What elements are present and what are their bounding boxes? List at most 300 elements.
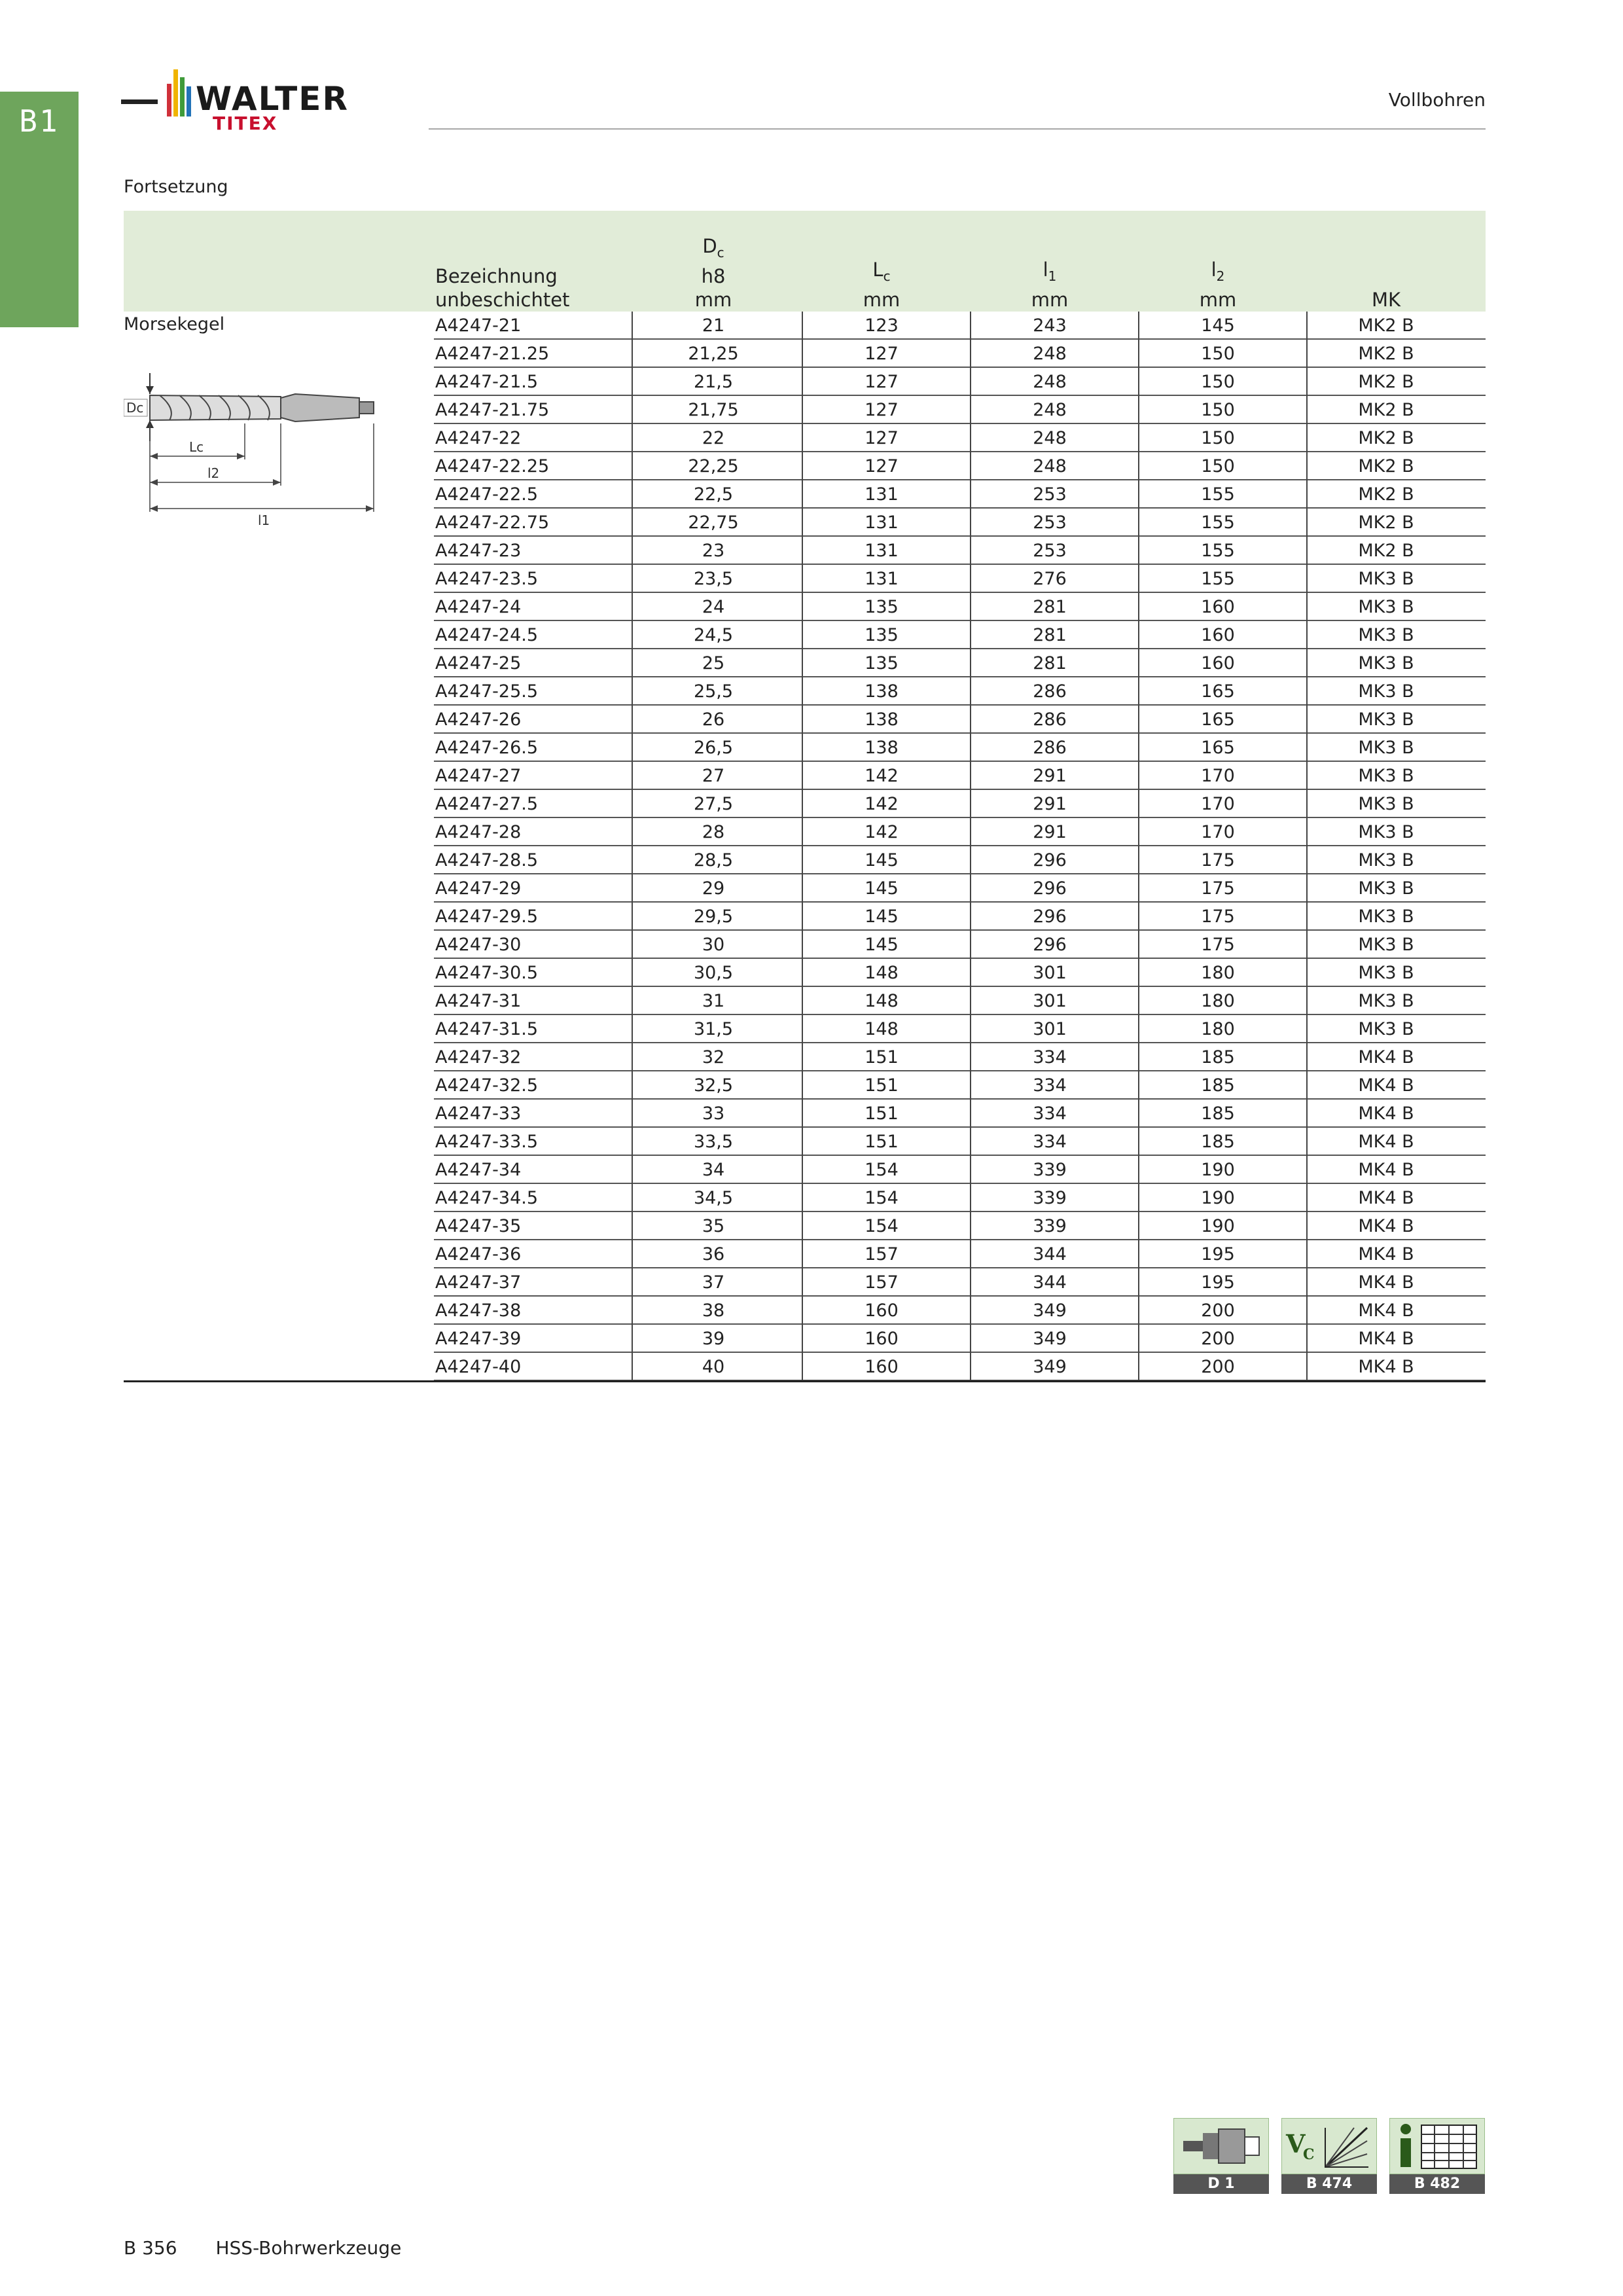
cell-l1: 248 (1033, 428, 1067, 448)
cell-l2: 200 (1201, 1357, 1235, 1377)
cell-lc: 151 (865, 1047, 899, 1067)
cell-mk: MK2 B (1358, 372, 1414, 392)
cell-dc: 31 (702, 991, 725, 1011)
cell-designation: A4247-37 (435, 1272, 522, 1293)
cell-lc: 148 (865, 963, 899, 983)
cell-l2: 150 (1201, 372, 1235, 392)
svg-text:TITEX: TITEX (213, 113, 278, 134)
cell-l2: 170 (1201, 794, 1235, 814)
cell-designation: A4247-40 (435, 1357, 522, 1377)
cell-l2: 150 (1201, 428, 1235, 448)
header-dc-tolerance: h8 (701, 265, 726, 287)
cell-dc: 21,5 (693, 372, 734, 392)
cell-designation: A4247-25 (435, 653, 522, 673)
cell-lc: 148 (865, 1019, 899, 1039)
cell-l2: 175 (1201, 878, 1235, 899)
cell-mk: MK4 B (1358, 1047, 1414, 1067)
cell-l2: 160 (1201, 653, 1235, 673)
table-row (124, 396, 1486, 424)
cell-lc: 131 (865, 569, 899, 589)
cell-lc: 142 (865, 794, 899, 814)
cell-designation: A4247-28.5 (435, 850, 539, 870)
cell-l1: 334 (1033, 1075, 1067, 1096)
cell-designation: A4247-29 (435, 878, 522, 899)
cell-l1: 339 (1033, 1188, 1067, 1208)
cell-lc: 138 (865, 709, 899, 730)
header-l1-symbol: $l_1$ (1043, 259, 1057, 284)
cell-dc: 32 (702, 1047, 725, 1067)
cell-lc: 157 (865, 1244, 899, 1265)
cell-designation: A4247-25.5 (435, 681, 539, 702)
cell-mk: MK3 B (1358, 597, 1414, 617)
table-row (124, 931, 1486, 959)
table-row (124, 340, 1486, 368)
chapter-name: HSS-Bohrwerkzeuge (215, 2237, 402, 2259)
cell-l1: 296 (1033, 850, 1067, 870)
cell-mk: MK3 B (1358, 850, 1414, 870)
cell-designation: A4247-21.25 (435, 344, 550, 364)
cell-lc: 127 (865, 428, 899, 448)
header-designation-line2: unbeschichtet (435, 289, 570, 311)
cell-l1: 248 (1033, 456, 1067, 476)
cell-designation: A4247-32 (435, 1047, 522, 1067)
header-mk-label: MK (1371, 289, 1401, 311)
cell-dc: 33,5 (693, 1132, 734, 1152)
adapter-ref[interactable]: D 1 (1173, 2174, 1269, 2194)
cell-lc: 160 (865, 1329, 899, 1349)
cell-designation: A4247-23.5 (435, 569, 539, 589)
header-l1 (974, 258, 1125, 312)
cell-lc: 148 (865, 991, 899, 1011)
cell-dc: 22,75 (688, 512, 739, 533)
cell-designation: A4247-21.75 (435, 400, 550, 420)
cell-l2: 200 (1201, 1300, 1235, 1321)
cell-dc: 22,5 (693, 484, 734, 505)
cell-lc: 127 (865, 372, 899, 392)
cell-lc: 154 (865, 1160, 899, 1180)
table-header (124, 211, 1486, 312)
cell-designation: A4247-32.5 (435, 1075, 539, 1096)
cell-l1: 248 (1033, 344, 1067, 364)
svg-text:C: C (1303, 2146, 1315, 2163)
cell-designation: A4247-28 (435, 822, 522, 842)
table-row (124, 368, 1486, 396)
column-divider (970, 312, 971, 1381)
cell-l1: 286 (1033, 681, 1067, 702)
cell-designation: A4247-30 (435, 935, 522, 955)
table-row (124, 874, 1486, 903)
cell-designation: A4247-26 (435, 709, 522, 730)
cell-lc: 138 (865, 681, 899, 702)
cell-mk: MK2 B (1358, 456, 1414, 476)
cutting-speed-icon[interactable] (1281, 2118, 1377, 2174)
cell-dc: 31,5 (693, 1019, 734, 1039)
table-row (124, 818, 1486, 846)
cell-dc: 36 (702, 1244, 725, 1265)
cell-dc: 25 (702, 653, 725, 673)
cell-dc: 28 (702, 822, 725, 842)
table-row (124, 537, 1486, 565)
column-divider (1138, 312, 1139, 1381)
cell-l2: 200 (1201, 1329, 1235, 1349)
cell-dc: 27,5 (693, 794, 734, 814)
cell-mk: MK3 B (1358, 709, 1414, 730)
column-divider (632, 312, 633, 1381)
cell-designation: A4247-21.5 (435, 372, 539, 392)
chapter-tab (0, 92, 79, 327)
table-row (124, 1156, 1486, 1184)
table-row (124, 1015, 1486, 1043)
cell-l2: 165 (1201, 738, 1235, 758)
cell-designation: A4247-36 (435, 1244, 522, 1265)
table-row (124, 1043, 1486, 1071)
cell-l2: 145 (1201, 315, 1235, 336)
diagram-l1-label: l1 (258, 512, 270, 528)
cell-dc: 24 (702, 597, 725, 617)
cell-mk: MK4 B (1358, 1329, 1414, 1349)
cell-l2: 165 (1201, 681, 1235, 702)
cell-lc: 151 (865, 1103, 899, 1124)
table-row (124, 1353, 1486, 1381)
cell-l1: 291 (1033, 766, 1067, 786)
cell-l1: 349 (1033, 1300, 1067, 1321)
header-l2 (1143, 258, 1293, 312)
cell-l2: 155 (1201, 569, 1235, 589)
section-title: Vollbohren (1388, 89, 1486, 111)
cell-mk: MK4 B (1358, 1188, 1414, 1208)
cell-l1: 291 (1033, 822, 1067, 842)
table-row (124, 1212, 1486, 1240)
cell-l2: 180 (1201, 1019, 1235, 1039)
cell-mk: MK3 B (1358, 906, 1414, 927)
cell-dc: 27 (702, 766, 725, 786)
table-bottom-rule (124, 1380, 1486, 1382)
table-row (124, 621, 1486, 649)
cell-l1: 334 (1033, 1047, 1067, 1067)
cell-dc: 33 (702, 1103, 725, 1124)
adapter-icon[interactable] (1173, 2118, 1269, 2174)
cell-designation: A4247-39 (435, 1329, 522, 1349)
cell-mk: MK2 B (1358, 400, 1414, 420)
header-designation (435, 264, 632, 312)
table-row (124, 734, 1486, 762)
header-dc-symbol: $D_c$ (702, 235, 724, 260)
cell-lc: 154 (865, 1188, 899, 1208)
cell-dc: 22,25 (688, 456, 739, 476)
cell-dc: 32,5 (693, 1075, 734, 1096)
cell-dc: 24,5 (693, 625, 734, 645)
page-footer (124, 2237, 434, 2259)
cell-mk: MK4 B (1358, 1103, 1414, 1124)
cell-designation: A4247-31 (435, 991, 522, 1011)
cell-dc: 28,5 (693, 850, 734, 870)
cell-l1: 253 (1033, 541, 1067, 561)
table-row (124, 565, 1486, 593)
cell-lc: 131 (865, 512, 899, 533)
table-row (124, 593, 1486, 621)
cell-l1: 301 (1033, 963, 1067, 983)
cell-dc: 25,5 (693, 681, 734, 702)
cell-l1: 344 (1033, 1244, 1067, 1265)
cell-dc: 22 (702, 428, 725, 448)
cell-mk: MK3 B (1358, 1019, 1414, 1039)
cell-designation: A4247-33 (435, 1103, 522, 1124)
cell-designation: A4247-29.5 (435, 906, 539, 927)
cell-designation: A4247-34.5 (435, 1188, 539, 1208)
cell-mk: MK3 B (1358, 766, 1414, 786)
cell-l1: 281 (1033, 625, 1067, 645)
cell-l2: 180 (1201, 991, 1235, 1011)
cell-designation: A4247-27 (435, 766, 522, 786)
cell-l2: 160 (1201, 597, 1235, 617)
cell-lc: 145 (865, 906, 899, 927)
cell-l2: 175 (1201, 935, 1235, 955)
cell-designation: A4247-34 (435, 1160, 522, 1180)
cell-dc: 29 (702, 878, 725, 899)
cell-lc: 154 (865, 1216, 899, 1236)
table-row (124, 1325, 1486, 1353)
table-row (124, 846, 1486, 874)
cell-l2: 170 (1201, 766, 1235, 786)
cell-designation: A4247-38 (435, 1300, 522, 1321)
table-row (124, 1240, 1486, 1268)
cell-mk: MK3 B (1358, 738, 1414, 758)
chapter-tab-label: B1 (19, 103, 60, 139)
cell-dc: 34 (702, 1160, 725, 1180)
cell-l2: 155 (1201, 512, 1235, 533)
cell-mk: MK3 B (1358, 625, 1414, 645)
cell-mk: MK3 B (1358, 878, 1414, 899)
table-row (124, 452, 1486, 480)
cell-dc: 26 (702, 709, 725, 730)
cell-mk: MK3 B (1358, 569, 1414, 589)
cell-l1: 349 (1033, 1329, 1067, 1349)
cell-dc: 21,25 (688, 344, 739, 364)
continuation-label: Fortsetzung (124, 177, 228, 197)
cell-l1: 291 (1033, 794, 1067, 814)
cell-l2: 180 (1201, 963, 1235, 983)
cell-l1: 296 (1033, 878, 1067, 899)
cell-lc: 127 (865, 456, 899, 476)
cell-lc: 142 (865, 766, 899, 786)
cell-l1: 301 (1033, 1019, 1067, 1039)
cell-mk: MK3 B (1358, 963, 1414, 983)
table-row (124, 424, 1486, 452)
cell-lc: 127 (865, 344, 899, 364)
cell-dc: 23 (702, 541, 725, 561)
table-row (124, 903, 1486, 931)
cell-mk: MK4 B (1358, 1244, 1414, 1265)
cell-l2: 185 (1201, 1103, 1235, 1124)
cell-mk: MK2 B (1358, 484, 1414, 505)
table-row (124, 959, 1486, 987)
cell-l1: 339 (1033, 1160, 1067, 1180)
table-row (124, 677, 1486, 706)
cell-mk: MK2 B (1358, 344, 1414, 364)
column-divider (1306, 312, 1308, 1381)
diagram-dc-label: Dc (126, 400, 144, 416)
header-dc (638, 234, 789, 312)
cell-lc: 138 (865, 738, 899, 758)
cell-lc: 135 (865, 653, 899, 673)
table-row (124, 480, 1486, 509)
cell-lc: 127 (865, 400, 899, 420)
cell-dc: 35 (702, 1216, 725, 1236)
cell-lc: 151 (865, 1075, 899, 1096)
cell-designation: A4247-21 (435, 315, 522, 336)
cell-dc: 26,5 (693, 738, 734, 758)
table-row (124, 762, 1486, 790)
cell-dc: 34,5 (693, 1188, 734, 1208)
table-row (124, 1184, 1486, 1212)
cell-dc: 38 (702, 1300, 725, 1321)
cell-lc: 131 (865, 484, 899, 505)
walter-titex-logo (121, 58, 409, 136)
cell-lc: 123 (865, 315, 899, 336)
diagram-lc-label: Lc (189, 439, 204, 455)
cell-mk: MK4 B (1358, 1272, 1414, 1293)
cell-designation: A4247-31.5 (435, 1019, 539, 1039)
cell-designation: A4247-35 (435, 1216, 522, 1236)
table-row (124, 790, 1486, 818)
cell-l2: 165 (1201, 709, 1235, 730)
cell-l2: 150 (1201, 456, 1235, 476)
cell-lc: 135 (865, 597, 899, 617)
cell-mk: MK4 B (1358, 1300, 1414, 1321)
cell-l2: 175 (1201, 906, 1235, 927)
cell-l2: 195 (1201, 1272, 1235, 1293)
cell-l1: 286 (1033, 738, 1067, 758)
cell-mk: MK2 B (1358, 428, 1414, 448)
cutting-speed-ref[interactable]: B 474 (1281, 2174, 1377, 2194)
cell-l1: 253 (1033, 512, 1067, 533)
table-row (124, 649, 1486, 677)
cell-l1: 248 (1033, 400, 1067, 420)
cell-dc: 37 (702, 1272, 725, 1293)
cell-lc: 145 (865, 850, 899, 870)
header-rule (429, 128, 1486, 130)
cell-mk: MK2 B (1358, 512, 1414, 533)
cell-l1: 349 (1033, 1357, 1067, 1377)
cell-l1: 339 (1033, 1216, 1067, 1236)
table-row (124, 987, 1486, 1015)
header-l2-symbol: $l_2$ (1211, 259, 1225, 284)
cell-mk: MK2 B (1358, 315, 1414, 336)
cell-mk: MK3 B (1358, 991, 1414, 1011)
cell-lc: 157 (865, 1272, 899, 1293)
cell-l2: 185 (1201, 1047, 1235, 1067)
cell-mk: MK3 B (1358, 681, 1414, 702)
cell-l1: 281 (1033, 653, 1067, 673)
cell-l1: 334 (1033, 1103, 1067, 1124)
table-row (124, 1071, 1486, 1100)
cell-l2: 190 (1201, 1216, 1235, 1236)
svg-text:V: V (1286, 2129, 1306, 2159)
cell-lc: 135 (865, 625, 899, 645)
cell-designation: A4247-22.25 (435, 456, 550, 476)
cell-lc: 131 (865, 541, 899, 561)
cell-mk: MK3 B (1358, 794, 1414, 814)
cell-l1: 286 (1033, 709, 1067, 730)
cell-dc: 23,5 (693, 569, 734, 589)
table-row (124, 1297, 1486, 1325)
table-row (124, 509, 1486, 537)
cell-l1: 344 (1033, 1272, 1067, 1293)
header-lc-symbol: $L_c$ (872, 259, 891, 284)
cell-dc: 30,5 (693, 963, 734, 983)
cell-mk: MK3 B (1358, 653, 1414, 673)
page-number: B 356 (124, 2237, 177, 2259)
info-icon[interactable] (1389, 2118, 1485, 2174)
cell-dc: 29,5 (693, 906, 734, 927)
cell-mk: MK4 B (1358, 1216, 1414, 1236)
cell-l1: 334 (1033, 1132, 1067, 1152)
cell-l2: 150 (1201, 400, 1235, 420)
cell-designation: A4247-24 (435, 597, 522, 617)
cell-l2: 175 (1201, 850, 1235, 870)
cell-l2: 195 (1201, 1244, 1235, 1265)
cell-l2: 185 (1201, 1075, 1235, 1096)
header-l1-unit: mm (1031, 289, 1069, 311)
cell-l2: 190 (1201, 1160, 1235, 1180)
cell-l2: 160 (1201, 625, 1235, 645)
cell-l1: 253 (1033, 484, 1067, 505)
table-row (124, 1268, 1486, 1297)
cell-designation: A4247-30.5 (435, 963, 539, 983)
table-row (124, 1100, 1486, 1128)
cell-dc: 30 (702, 935, 725, 955)
cell-dc: 39 (702, 1329, 725, 1349)
cell-designation: A4247-26.5 (435, 738, 539, 758)
cell-designation: A4247-22 (435, 428, 522, 448)
cell-l2: 185 (1201, 1132, 1235, 1152)
cell-l1: 248 (1033, 372, 1067, 392)
cell-mk: MK3 B (1358, 935, 1414, 955)
header-dc-unit: mm (694, 289, 732, 311)
cell-lc: 145 (865, 878, 899, 899)
cell-l1: 281 (1033, 597, 1067, 617)
cell-designation: A4247-22.5 (435, 484, 539, 505)
cell-l2: 155 (1201, 541, 1235, 561)
cell-l1: 296 (1033, 906, 1067, 927)
cell-lc: 151 (865, 1132, 899, 1152)
cell-lc: 160 (865, 1357, 899, 1377)
cell-mk: MK3 B (1358, 822, 1414, 842)
cell-dc: 21,75 (688, 400, 739, 420)
table-row (124, 706, 1486, 734)
header-mk (1311, 288, 1461, 312)
cell-dc: 40 (702, 1357, 725, 1377)
cell-l1: 301 (1033, 991, 1067, 1011)
cell-l1: 243 (1033, 315, 1067, 336)
cell-designation: A4247-27.5 (435, 794, 539, 814)
group-label: Morsekegel (124, 314, 225, 334)
cell-designation: A4247-24.5 (435, 625, 539, 645)
table-row (124, 312, 1486, 340)
cell-l2: 150 (1201, 344, 1235, 364)
header-lc (806, 258, 957, 312)
column-divider (802, 312, 803, 1381)
cell-designation: A4247-22.75 (435, 512, 550, 533)
cell-mk: MK2 B (1358, 541, 1414, 561)
cell-designation: A4247-23 (435, 541, 522, 561)
cell-l2: 170 (1201, 822, 1235, 842)
cell-mk: MK4 B (1358, 1160, 1414, 1180)
cell-l1: 296 (1033, 935, 1067, 955)
info-ref[interactable]: B 482 (1389, 2174, 1485, 2194)
cell-designation: A4247-33.5 (435, 1132, 539, 1152)
cell-lc: 145 (865, 935, 899, 955)
